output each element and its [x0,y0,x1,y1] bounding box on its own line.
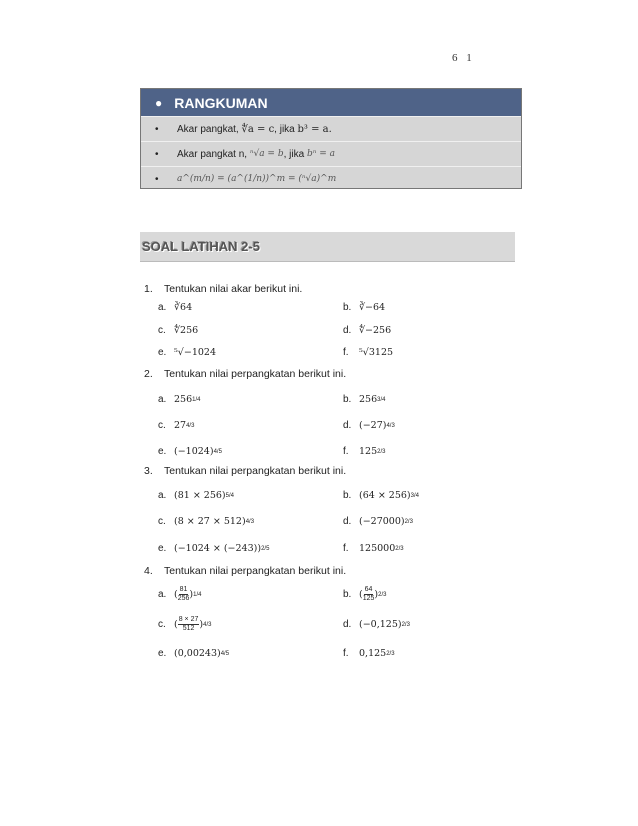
summary-formula: bⁿ = a [306,149,335,159]
summary-title: RANGKUMAN [174,94,268,111]
exercise-banner [140,232,515,262]
item-label: f. [343,446,349,457]
item-1f [343,347,393,358]
item-2f: f. 125 2/3 [343,446,386,457]
bullet-icon: • [155,123,159,135]
item-label: c. [158,619,166,630]
item-label: e. [158,648,167,659]
item-expr: (8 × 27 × 512) [174,516,246,527]
question-number: 2. [144,368,153,380]
item-4d: d. (−0,125) 2/3 [343,619,410,630]
question-text: Tentukan nilai perpangkatan berikut ini. [164,565,347,577]
page-number: 6 1 [452,52,475,64]
item-label: f. [343,543,349,554]
item-2a: a. 256 1/4 [158,394,201,405]
item-label: a. [158,302,167,313]
item-label: c. [158,516,166,527]
paren-close: ) [199,619,204,630]
item-1a [158,302,192,313]
summary-formula: ∜a = c [241,123,275,135]
fraction-denominator: 125 [362,595,375,602]
item-label: d. [343,619,352,630]
item-4c: c. ( $\frac{8 \times 27}{512}$ ) 4/3 [158,616,212,632]
paren-close: ) [374,589,379,600]
item-expr: ∜256 [174,325,199,336]
question-number: 1. [144,283,153,295]
item-expr: 0,125 [359,648,387,659]
item-label: d. [343,325,352,336]
item-expr: ⁵√−1024 [174,347,216,358]
item-1b [343,302,385,313]
item-expr: 256 [359,394,378,405]
item-4a: a. ( $\frac{81}{256}$ ) 1/4 [158,586,202,602]
item-3a: a. (81 × 256) 5/4 [158,490,234,501]
item-expr: (0,00243) [174,648,221,659]
item-4e: e. (0,00243) 4/5 [158,648,230,659]
item-expr: (64 × 256) [359,490,411,501]
summary-row-1 [141,116,521,141]
summary-row-2 [141,141,521,166]
summary-formula: ⁿ√a = b [249,149,284,159]
item-1d [343,325,391,336]
question-4 [144,565,346,577]
item-label: b. [343,302,352,313]
paren-open: ( [359,589,363,600]
question-3 [144,465,346,477]
item-expr: ∜−256 [359,325,392,336]
item-label: d. [343,516,352,527]
item-3d: d. (−27000) 2/3 [343,516,413,527]
fraction-numerator: 81 [179,586,188,593]
item-label: a. [158,490,167,501]
question-text: Tentukan nilai perpangkatan berikut ini. [164,465,347,477]
question-2 [144,368,346,380]
question-1 [144,283,302,295]
item-4f: f. 0,125 2/3 [343,648,395,659]
fraction-denominator: 512 [182,625,195,632]
bullet-icon: • [155,148,159,160]
question-number: 3. [144,465,153,477]
item-expr: (−1024 × (−243)) [174,543,262,554]
question-text: Tentukan nilai akar berikut ini. [164,283,303,295]
item-3e: e. (−1024 × (−243)) 2/5 [158,543,270,554]
question-number: 4. [144,565,153,577]
summary-text: , jika [283,148,305,160]
item-label: e. [158,446,167,457]
item-3c: c. (8 × 27 × 512) 4/3 [158,516,255,527]
paren-open: ( [174,619,178,630]
item-expr: ∛−64 [359,302,386,313]
item-expr: ⁵√3125 [359,347,394,358]
item-expr: 27 [174,420,187,431]
item-label: f. [343,648,349,659]
item-expr: (−1024) [174,446,214,457]
item-expr: (−0,125) [359,619,402,630]
item-expr: 256 [174,394,193,405]
item-expr: 125000 [359,543,396,554]
item-3f: f. 125000 2/3 [343,543,404,554]
item-2b: b. 256 3/4 [343,394,386,405]
fraction-numerator: 8 × 27 [178,616,199,623]
exercise-title: SOAL LATIHAN 2-5 [142,239,260,254]
summary-row-3 [141,166,521,191]
item-label: c. [158,420,166,431]
item-expr: (−27) [359,420,387,431]
summary-box [140,88,522,189]
summary-text: Akar pangkat n, [177,148,248,160]
item-label: b. [343,490,352,501]
summary-text: , jika [274,123,295,135]
item-expr: (81 × 256) [174,490,226,501]
item-expr: 125 [359,446,378,457]
item-3b: b. (64 × 256) 3/4 [343,490,419,501]
item-1c [158,325,198,336]
item-label: b. [343,394,352,405]
item-label: e. [158,347,167,358]
fraction-denominator: 256 [177,595,190,602]
item-expr: ∛64 [174,302,193,313]
fraction [363,586,375,603]
item-1e [158,347,216,358]
item-2d: d. (−27) 4/3 [343,420,395,431]
item-label: a. [158,394,167,405]
summary-formula: b³ = a. [297,123,332,135]
item-label: c. [158,325,166,336]
item-2c: c. 27 4/3 [158,420,195,431]
summary-header [141,89,521,116]
paren-open: ( [174,589,178,600]
bullet-icon: ● [155,95,163,110]
item-expr: (−27000) [359,516,405,527]
item-label: f. [343,347,349,358]
item-label: b. [343,589,352,600]
summary-formula: a^(m/n) = (a^(1/n))^m = (ⁿ√a)^m [177,174,337,184]
bullet-icon: • [155,173,159,185]
item-label: a. [158,589,167,600]
item-label: d. [343,420,352,431]
fraction [178,616,200,633]
paren-close: ) [189,589,194,600]
summary-text: Akar pangkat, [177,123,239,135]
question-text: Tentukan nilai perpangkatan berikut ini. [164,368,347,380]
fraction-numerator: 64 [364,586,373,593]
fraction [178,586,190,603]
item-2e: e. (−1024) 4/5 [158,446,222,457]
item-label: e. [158,543,167,554]
item-4b: b. ( $\frac{64}{125}$ ) 2/3 [343,586,387,602]
